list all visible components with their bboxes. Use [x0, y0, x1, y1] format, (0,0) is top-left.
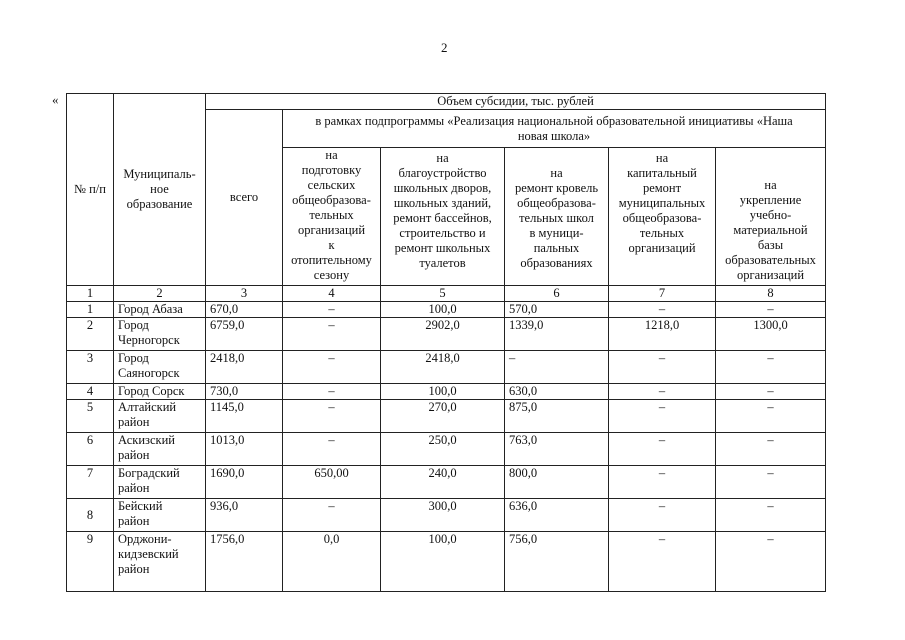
- table-row: [67, 384, 826, 400]
- row-total: 6759,0: [206, 318, 283, 351]
- row-municipality: Город Саяногорск: [114, 351, 206, 384]
- row-heating-prep: –: [283, 384, 381, 400]
- row-municipality: Город Абаза: [114, 302, 206, 318]
- table-body: [67, 302, 826, 592]
- row-landscaping: 100,0: [381, 532, 505, 592]
- row-municipality: Бейский район: [114, 499, 206, 532]
- table-row: [67, 466, 826, 499]
- row-heating-prep: 650,00: [283, 466, 381, 499]
- row-roof-repair: 570,0: [505, 302, 609, 318]
- row-total: 1690,0: [206, 466, 283, 499]
- row-landscaping: 300,0: [381, 499, 505, 532]
- row-roof-repair: 636,0: [505, 499, 609, 532]
- row-roof-repair: 630,0: [505, 384, 609, 400]
- row-total: 730,0: [206, 384, 283, 400]
- row-material-base: –: [716, 351, 826, 384]
- row-heating-prep: –: [283, 318, 381, 351]
- row-number: 3: [67, 351, 114, 384]
- col-number: 6: [505, 286, 609, 302]
- row-number: 1: [67, 302, 114, 318]
- row-material-base: –: [716, 532, 826, 592]
- row-municipality: Алтайский район: [114, 400, 206, 433]
- col-number: 1: [67, 286, 114, 302]
- row-capital-repair: 1218,0: [609, 318, 716, 351]
- row-total: 936,0: [206, 499, 283, 532]
- row-capital-repair: –: [609, 433, 716, 466]
- row-capital-repair: –: [609, 466, 716, 499]
- row-municipality: Аскизский район: [114, 433, 206, 466]
- row-roof-repair: –: [505, 351, 609, 384]
- row-landscaping: 100,0: [381, 302, 505, 318]
- row-landscaping: 240,0: [381, 466, 505, 499]
- header-subprogram: в рамках подпрограммы «Реализация национальной образовательной инициативы «Наша новая школа»: [283, 110, 826, 148]
- header-col8: на укрепление учебно- материальной базы образовательных организаций: [716, 148, 826, 286]
- row-roof-repair: 763,0: [505, 433, 609, 466]
- row-landscaping: 2418,0: [381, 351, 505, 384]
- row-municipality: Город Сорск: [114, 384, 206, 400]
- row-number: 6: [67, 433, 114, 466]
- row-roof-repair: 800,0: [505, 466, 609, 499]
- row-total: 1756,0: [206, 532, 283, 592]
- table-row: [67, 532, 826, 592]
- header-col5: на благоустройство школьных дворов, школьных зданий, ремонт бассейнов, строительство и ремонт школьных туалетов: [381, 148, 505, 286]
- row-total: 1013,0: [206, 433, 283, 466]
- header-num: № п/п: [67, 94, 114, 286]
- row-number: 4: [67, 384, 114, 400]
- col-number: 4: [283, 286, 381, 302]
- row-landscaping: 100,0: [381, 384, 505, 400]
- header-municipality: Муниципаль- ное образование: [114, 94, 206, 286]
- row-material-base: –: [716, 384, 826, 400]
- row-number: 5: [67, 400, 114, 433]
- row-material-base: –: [716, 499, 826, 532]
- table-row: [67, 499, 826, 532]
- row-landscaping: 270,0: [381, 400, 505, 433]
- row-number: 9: [67, 532, 114, 592]
- col-number: 3: [206, 286, 283, 302]
- table-row: [67, 318, 826, 351]
- row-capital-repair: –: [609, 302, 716, 318]
- row-landscaping: 250,0: [381, 433, 505, 466]
- row-landscaping: 2902,0: [381, 318, 505, 351]
- table-row: [67, 400, 826, 433]
- header-col7: на капитальный ремонт муниципальных общеобразова- тельных организаций: [609, 148, 716, 286]
- row-roof-repair: 1339,0: [505, 318, 609, 351]
- row-heating-prep: –: [283, 433, 381, 466]
- header-col6: на ремонт кровель общеобразова- тельных школ в муници- пальных образованиях: [505, 148, 609, 286]
- header-subsidy-volume: Объем субсидии, тыс. рублей: [206, 94, 826, 110]
- row-heating-prep: –: [283, 351, 381, 384]
- col-number: 8: [716, 286, 826, 302]
- table-row: [67, 433, 826, 466]
- table-row: [67, 351, 826, 384]
- row-material-base: 1300,0: [716, 318, 826, 351]
- row-number: 2: [67, 318, 114, 351]
- row-capital-repair: –: [609, 499, 716, 532]
- row-number: 7: [67, 466, 114, 499]
- row-capital-repair: –: [609, 351, 716, 384]
- page-number: 2: [441, 40, 448, 55]
- row-material-base: –: [716, 400, 826, 433]
- row-material-base: –: [716, 466, 826, 499]
- row-number: 8: [67, 499, 114, 532]
- row-municipality: Боградский район: [114, 466, 206, 499]
- opening-quote-mark: «: [52, 92, 59, 107]
- row-heating-prep: 0,0: [283, 532, 381, 592]
- row-heating-prep: –: [283, 499, 381, 532]
- table-row: [67, 302, 826, 318]
- row-municipality: Орджони- кидзевский район: [114, 532, 206, 592]
- col-number: 5: [381, 286, 505, 302]
- row-material-base: –: [716, 302, 826, 318]
- col-number: 2: [114, 286, 206, 302]
- row-total: 2418,0: [206, 351, 283, 384]
- col-number: 7: [609, 286, 716, 302]
- row-roof-repair: 756,0: [505, 532, 609, 592]
- row-municipality: Город Черногорск: [114, 318, 206, 351]
- row-capital-repair: –: [609, 384, 716, 400]
- row-capital-repair: –: [609, 400, 716, 433]
- row-capital-repair: –: [609, 532, 716, 592]
- header-col4: на подготовку сельских общеобразова- тельных организаций к отопительному сезону: [283, 148, 381, 286]
- row-total: 1145,0: [206, 400, 283, 433]
- row-heating-prep: –: [283, 400, 381, 433]
- header-total: всего: [206, 110, 283, 286]
- row-heating-prep: –: [283, 302, 381, 318]
- column-number-row: [67, 286, 826, 302]
- row-material-base: –: [716, 433, 826, 466]
- row-total: 670,0: [206, 302, 283, 318]
- row-roof-repair: 875,0: [505, 400, 609, 433]
- subsidy-table: [66, 93, 826, 592]
